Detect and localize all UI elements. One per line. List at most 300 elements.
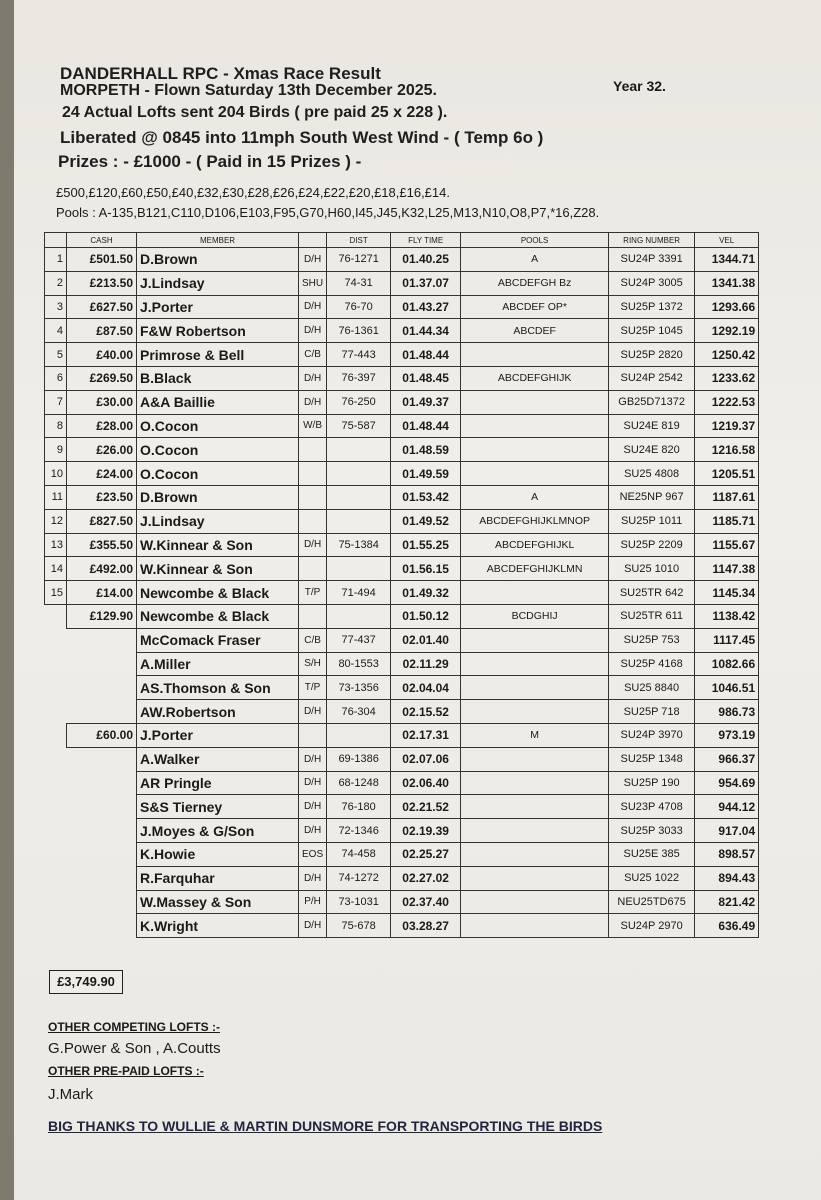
member-cell: D.Brown [137,248,299,272]
cash-cell [67,819,137,843]
ring-number-cell: SU24P 2542 [609,366,695,390]
position-cell [45,771,67,795]
cash-cell [67,628,137,652]
table-row [45,319,759,343]
pools-cell [461,676,609,700]
fly-time-cell: 01.49.59 [391,462,461,486]
velocity-cell: 1155.67 [695,533,759,557]
velocity-cell: 973.19 [695,723,759,747]
pools-cell [461,890,609,914]
member-cell: A.Walker [137,747,299,771]
velocity-cell: 1292.19 [695,319,759,343]
velocity-cell: 1185.71 [695,509,759,533]
category-cell: SHU [299,271,327,295]
position-cell [45,819,67,843]
member-cell: Primrose & Bell [137,343,299,367]
category-cell: W/B [299,414,327,438]
fly-time-cell: 01.48.45 [391,366,461,390]
distance-cell: 76-1361 [327,319,391,343]
position-cell: 11 [45,485,67,509]
category-cell: D/H [299,319,327,343]
cash-cell: £28.00 [67,414,137,438]
cash-cell: £87.50 [67,319,137,343]
position-cell [45,795,67,819]
ring-number-cell: SU25P 2820 [609,343,695,367]
col-member: MEMBER [137,233,299,248]
category-cell [299,509,327,533]
table-row [45,914,759,938]
ring-number-cell: SU25P 190 [609,771,695,795]
velocity-cell: 1293.66 [695,295,759,319]
fly-time-cell: 02.06.40 [391,771,461,795]
table-row [45,390,759,414]
fly-time-cell: 01.48.59 [391,438,461,462]
pools-cell [461,438,609,462]
cash-cell: £213.50 [67,271,137,295]
position-cell: 6 [45,366,67,390]
fly-time-cell: 01.48.44 [391,414,461,438]
category-cell: D/H [299,866,327,890]
pools-cell [461,581,609,605]
velocity-cell: 1147.38 [695,557,759,581]
ring-number-cell: SU25P 3033 [609,819,695,843]
distance-cell: 75-1384 [327,533,391,557]
pools-cell [461,700,609,724]
cash-cell [67,914,137,938]
col-fly-time: FLY TIME [391,233,461,248]
member-cell: A.Miller [137,652,299,676]
lofts-birds-line: 24 Actual Lofts sent 204 Birds ( pre paid 25 x 228 ). [62,104,448,121]
fly-time-cell: 02.37.40 [391,890,461,914]
distance-cell: 73-1031 [327,890,391,914]
cash-cell: £129.90 [67,604,137,628]
position-cell [45,747,67,771]
velocity-cell: 1205.51 [695,462,759,486]
table-row [45,366,759,390]
velocity-cell: 1187.61 [695,485,759,509]
fly-time-cell: 03.28.27 [391,914,461,938]
velocity-cell: 954.69 [695,771,759,795]
velocity-cell: 1138.42 [695,604,759,628]
category-cell: T/P [299,581,327,605]
cash-cell: £501.50 [67,248,137,272]
cash-cell [67,676,137,700]
member-cell: K.Wright [137,914,299,938]
velocity-cell: 821.42 [695,890,759,914]
category-cell: D/H [299,795,327,819]
table-row [45,795,759,819]
velocity-cell: 986.73 [695,700,759,724]
distance-cell [327,462,391,486]
member-cell: AW.Robertson [137,700,299,724]
fly-time-cell: 02.15.52 [391,700,461,724]
position-cell: 14 [45,557,67,581]
ring-number-cell: SU25 4808 [609,462,695,486]
position-cell: 5 [45,343,67,367]
velocity-cell: 1117.45 [695,628,759,652]
pools-list: Pools : A-135,B121,C110,D106,E103,F95,G70,H60,I45,J45,K32,L25,M13,N10,O8,P7,*16,Z28. [56,205,600,220]
table-row [45,557,759,581]
pools-cell: ABCDEFGHIJKLMN [461,557,609,581]
ring-number-cell: SU25P 1348 [609,747,695,771]
cash-cell: £827.50 [67,509,137,533]
results-body [45,248,759,938]
distance-cell [327,509,391,533]
fly-time-cell: 02.01.40 [391,628,461,652]
fly-time-cell: 01.49.52 [391,509,461,533]
distance-cell: 80-1553 [327,652,391,676]
ring-number-cell: SU24E 820 [609,438,695,462]
velocity-cell: 1219.37 [695,414,759,438]
table-row [45,652,759,676]
cash-cell [67,842,137,866]
member-cell: B.Black [137,366,299,390]
fly-time-cell: 01.49.32 [391,581,461,605]
ring-number-cell: SU25P 1011 [609,509,695,533]
position-cell [45,890,67,914]
velocity-cell: 917.04 [695,819,759,843]
distance-cell: 76-70 [327,295,391,319]
table-row [45,723,759,747]
distance-cell: 77-443 [327,343,391,367]
distance-cell: 71-494 [327,581,391,605]
cash-cell: £30.00 [67,390,137,414]
fly-time-cell: 02.19.39 [391,819,461,843]
ring-number-cell: SU25TR 611 [609,604,695,628]
category-cell [299,557,327,581]
fly-time-cell: 02.17.31 [391,723,461,747]
velocity-cell: 1082.66 [695,652,759,676]
member-cell: McComack Fraser [137,628,299,652]
table-row [45,604,759,628]
table-row [45,771,759,795]
cash-cell: £60.00 [67,723,137,747]
distance-cell: 77-437 [327,628,391,652]
fly-time-cell: 01.49.37 [391,390,461,414]
total-cash: £3,749.90 [49,970,123,994]
position-cell: 8 [45,414,67,438]
category-cell: D/H [299,747,327,771]
pools-cell [461,842,609,866]
pools-cell [461,414,609,438]
pools-cell: ABCDEFGHIJKL [461,533,609,557]
cash-cell [67,700,137,724]
cash-cell [67,890,137,914]
member-cell: J.Lindsay [137,509,299,533]
distance-cell: 74-458 [327,842,391,866]
position-cell [45,700,67,724]
category-cell: D/H [299,914,327,938]
fly-time-cell: 01.56.15 [391,557,461,581]
member-cell: R.Farquhar [137,866,299,890]
ring-number-cell: SU25P 1372 [609,295,695,319]
pools-cell [461,819,609,843]
member-cell: W.Massey & Son [137,890,299,914]
fly-time-cell: 01.43.27 [391,295,461,319]
member-cell: Newcombe & Black [137,581,299,605]
col-dist: DIST [327,233,391,248]
table-row [45,747,759,771]
member-cell: A&A Baillie [137,390,299,414]
category-cell: D/H [299,390,327,414]
liberation-line: Liberated @ 0845 into 11mph South West Wind - ( Temp 6o ) [60,128,544,147]
distance-cell [327,723,391,747]
distance-cell: 73-1356 [327,676,391,700]
pools-cell [461,343,609,367]
velocity-cell: 944.12 [695,795,759,819]
distance-cell: 76-180 [327,795,391,819]
distance-cell [327,604,391,628]
title-line: DANDERHALL RPC - Xmas Race Result [60,64,381,83]
velocity-cell: 966.37 [695,747,759,771]
pools-cell: M [461,723,609,747]
prize-list: £500,£120,£60,£50,£40,£32,£30,£28,£26,£24,£22,£20,£18,£16,£14. [56,185,450,200]
pools-cell: A [461,248,609,272]
distance-cell: 75-587 [327,414,391,438]
member-cell: AS.Thomson & Son [137,676,299,700]
velocity-cell: 1250.42 [695,343,759,367]
velocity-cell: 898.57 [695,842,759,866]
pools-cell [461,771,609,795]
ring-number-cell: SU24P 3391 [609,248,695,272]
member-cell: J.Moyes & G/Son [137,819,299,843]
other-lofts-label: OTHER COMPETING LOFTS :- [48,1020,220,1034]
pools-cell [461,747,609,771]
pools-cell: ABCDEFGH Bz [461,271,609,295]
category-cell: D/H [299,700,327,724]
position-cell [45,628,67,652]
table-row [45,866,759,890]
table-row [45,533,759,557]
distance-cell: 76-304 [327,700,391,724]
pools-cell [461,628,609,652]
table-row [45,343,759,367]
distance-cell: 74-31 [327,271,391,295]
prizes-line: Prizes : - £1000 - ( Paid in 15 Prizes ) - [58,152,362,171]
velocity-cell: 1046.51 [695,676,759,700]
pools-cell [461,652,609,676]
prepaid-label: OTHER PRE-PAID LOFTS :- [48,1064,204,1078]
member-cell: W.Kinnear & Son [137,533,299,557]
ring-number-cell: SU24E 819 [609,414,695,438]
member-cell: S&S Tierney [137,795,299,819]
distance-cell: 76-1271 [327,248,391,272]
cash-cell: £627.50 [67,295,137,319]
category-cell [299,462,327,486]
fly-time-cell: 01.50.12 [391,604,461,628]
cash-cell [67,866,137,890]
ring-number-cell: SU25P 718 [609,700,695,724]
category-cell: EOS [299,842,327,866]
velocity-cell: 636.49 [695,914,759,938]
position-cell: 15 [45,581,67,605]
category-cell: D/H [299,771,327,795]
cash-cell [67,795,137,819]
pools-cell: ABCDEFGHIJK [461,366,609,390]
distance-cell [327,557,391,581]
table-row [45,248,759,272]
fly-time-cell: 01.55.25 [391,533,461,557]
pools-cell: ABCDEFGHIJKLMNOP [461,509,609,533]
distance-cell: 75-678 [327,914,391,938]
cash-cell [67,771,137,795]
category-cell: C/B [299,628,327,652]
fly-time-cell: 01.37.07 [391,271,461,295]
ring-number-cell: SU24P 2970 [609,914,695,938]
velocity-cell: 1344.71 [695,248,759,272]
pools-cell: BCDGHIJ [461,604,609,628]
table-row [45,700,759,724]
cash-cell: £26.00 [67,438,137,462]
ring-number-cell: SU25P 2209 [609,533,695,557]
cash-cell: £23.50 [67,485,137,509]
fly-time-cell: 02.07.06 [391,747,461,771]
position-cell: 7 [45,390,67,414]
distance-cell [327,438,391,462]
velocity-cell: 894.43 [695,866,759,890]
pools-cell: ABCDEF [461,319,609,343]
pools-cell [461,795,609,819]
velocity-cell: 1222.53 [695,390,759,414]
category-cell [299,438,327,462]
ring-number-cell: SU25TR 642 [609,581,695,605]
thanks-note: BIG THANKS TO WULLIE & MARTIN DUNSMORE FOR TRANSPORTING THE BIRDS [48,1118,603,1134]
cash-cell [67,747,137,771]
pools-cell [461,866,609,890]
ring-number-cell: SU24P 3005 [609,271,695,295]
ring-number-cell: GB25D71372 [609,390,695,414]
table-header-row [45,233,759,248]
category-cell [299,604,327,628]
category-cell: D/H [299,533,327,557]
table-row [45,509,759,533]
position-cell: 3 [45,295,67,319]
cash-cell: £24.00 [67,462,137,486]
position-cell: 2 [45,271,67,295]
member-cell: D.Brown [137,485,299,509]
col-pools: POOLS [461,233,609,248]
ring-number-cell: SU23P 4708 [609,795,695,819]
member-cell: K.Howie [137,842,299,866]
distance-cell: 68-1248 [327,771,391,795]
ring-number-cell: NE25NP 967 [609,485,695,509]
distance-cell: 74-1272 [327,866,391,890]
cash-cell: £40.00 [67,343,137,367]
year-label: Year 32. [613,78,666,94]
fly-time-cell: 02.21.52 [391,795,461,819]
ring-number-cell: SU25 1010 [609,557,695,581]
position-cell: 4 [45,319,67,343]
fly-time-cell: 02.11.29 [391,652,461,676]
position-cell: 9 [45,438,67,462]
table-row [45,628,759,652]
col-ring: RING NUMBER [609,233,695,248]
ring-number-cell: SU25 1022 [609,866,695,890]
member-cell: J.Porter [137,723,299,747]
table-row [45,462,759,486]
table-row [45,414,759,438]
category-cell: C/B [299,343,327,367]
table-row [45,295,759,319]
velocity-cell: 1216.58 [695,438,759,462]
race-date-line: MORPETH - Flown Saturday 13th December 2025. [60,82,437,99]
distance-cell: 76-250 [327,390,391,414]
ring-number-cell: SU25E 385 [609,842,695,866]
distance-cell: 72-1346 [327,819,391,843]
ring-number-cell: SU25P 1045 [609,319,695,343]
results-table [44,232,759,938]
table-row [45,842,759,866]
table-row [45,819,759,843]
ring-number-cell: SU25 8840 [609,676,695,700]
member-cell: O.Cocon [137,414,299,438]
velocity-cell: 1233.62 [695,366,759,390]
position-cell: 13 [45,533,67,557]
ring-number-cell: SU25P 753 [609,628,695,652]
col-vel: VEL [695,233,759,248]
cash-cell: £14.00 [67,581,137,605]
fly-time-cell: 01.48.44 [391,343,461,367]
distance-cell [327,485,391,509]
ring-number-cell: NEU25TD675 [609,890,695,914]
pools-cell: A [461,485,609,509]
member-cell: O.Cocon [137,462,299,486]
category-cell: T/P [299,676,327,700]
fly-time-cell: 02.25.27 [391,842,461,866]
cash-cell: £492.00 [67,557,137,581]
position-cell [45,604,67,628]
table-row [45,271,759,295]
prepaid-lofts: J.Mark [48,1086,93,1103]
fly-time-cell: 02.04.04 [391,676,461,700]
member-cell: F&W Robertson [137,319,299,343]
position-cell: 10 [45,462,67,486]
category-cell [299,485,327,509]
category-cell: D/H [299,819,327,843]
ring-number-cell: SU24P 3970 [609,723,695,747]
position-cell [45,866,67,890]
col-cash: CASH [67,233,137,248]
category-cell: D/H [299,366,327,390]
fly-time-cell: 01.40.25 [391,248,461,272]
cash-cell: £355.50 [67,533,137,557]
position-cell [45,652,67,676]
pools-cell [461,914,609,938]
fly-time-cell: 01.44.34 [391,319,461,343]
distance-cell: 76-397 [327,366,391,390]
position-cell [45,914,67,938]
fly-time-cell: 01.53.42 [391,485,461,509]
category-cell: P/H [299,890,327,914]
category-cell: S/H [299,652,327,676]
pools-cell [461,462,609,486]
member-cell: J.Lindsay [137,271,299,295]
position-cell: 12 [45,509,67,533]
category-cell: D/H [299,248,327,272]
cash-cell [67,652,137,676]
member-cell: AR Pringle [137,771,299,795]
table-row [45,890,759,914]
position-cell: 1 [45,248,67,272]
velocity-cell: 1341.38 [695,271,759,295]
table-row [45,581,759,605]
ring-number-cell: SU25P 4168 [609,652,695,676]
other-lofts: G.Power & Son , A.Coutts [48,1040,221,1057]
category-cell: D/H [299,295,327,319]
member-cell: Newcombe & Black [137,604,299,628]
member-cell: J.Porter [137,295,299,319]
fly-time-cell: 02.27.02 [391,866,461,890]
